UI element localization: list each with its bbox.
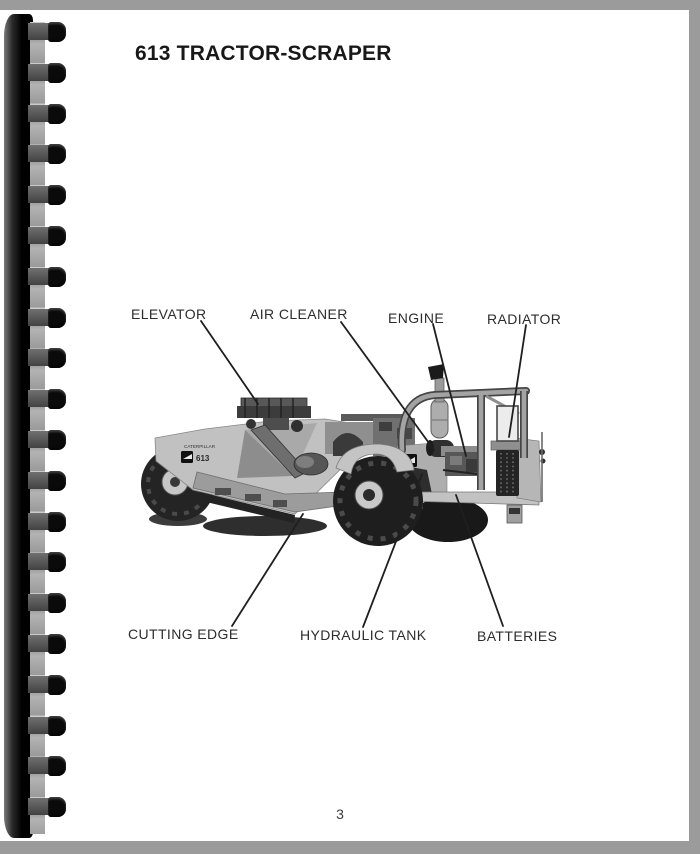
page-title: 613 TRACTOR-SCRAPER bbox=[135, 42, 392, 65]
part-label-cutting-edge: CUTTING EDGE bbox=[128, 626, 239, 642]
part-label-elevator: ELEVATOR bbox=[131, 306, 207, 322]
part-label-air-cleaner: AIR CLEANER bbox=[250, 306, 348, 322]
radiator bbox=[491, 441, 523, 496]
part-label-engine: ENGINE bbox=[388, 310, 445, 326]
machine-model-text: 613 bbox=[196, 454, 210, 463]
machine-brand-text: CATERPILLAR bbox=[184, 444, 216, 449]
part-label-hydraulic-tank: HYDRAULIC TANK bbox=[300, 627, 427, 643]
part-label-batteries: BATTERIES bbox=[477, 628, 558, 644]
tractor-scraper-illustration bbox=[141, 364, 546, 546]
windshield-panel bbox=[497, 406, 518, 441]
part-label-radiator: RADIATOR bbox=[487, 311, 562, 327]
radiator-grille bbox=[496, 450, 519, 496]
page-number: 3 bbox=[336, 806, 344, 822]
shadow-under-bowl bbox=[203, 516, 327, 536]
leader-elevator bbox=[201, 321, 258, 404]
engine-part bbox=[441, 446, 481, 476]
battery-box bbox=[507, 505, 522, 523]
